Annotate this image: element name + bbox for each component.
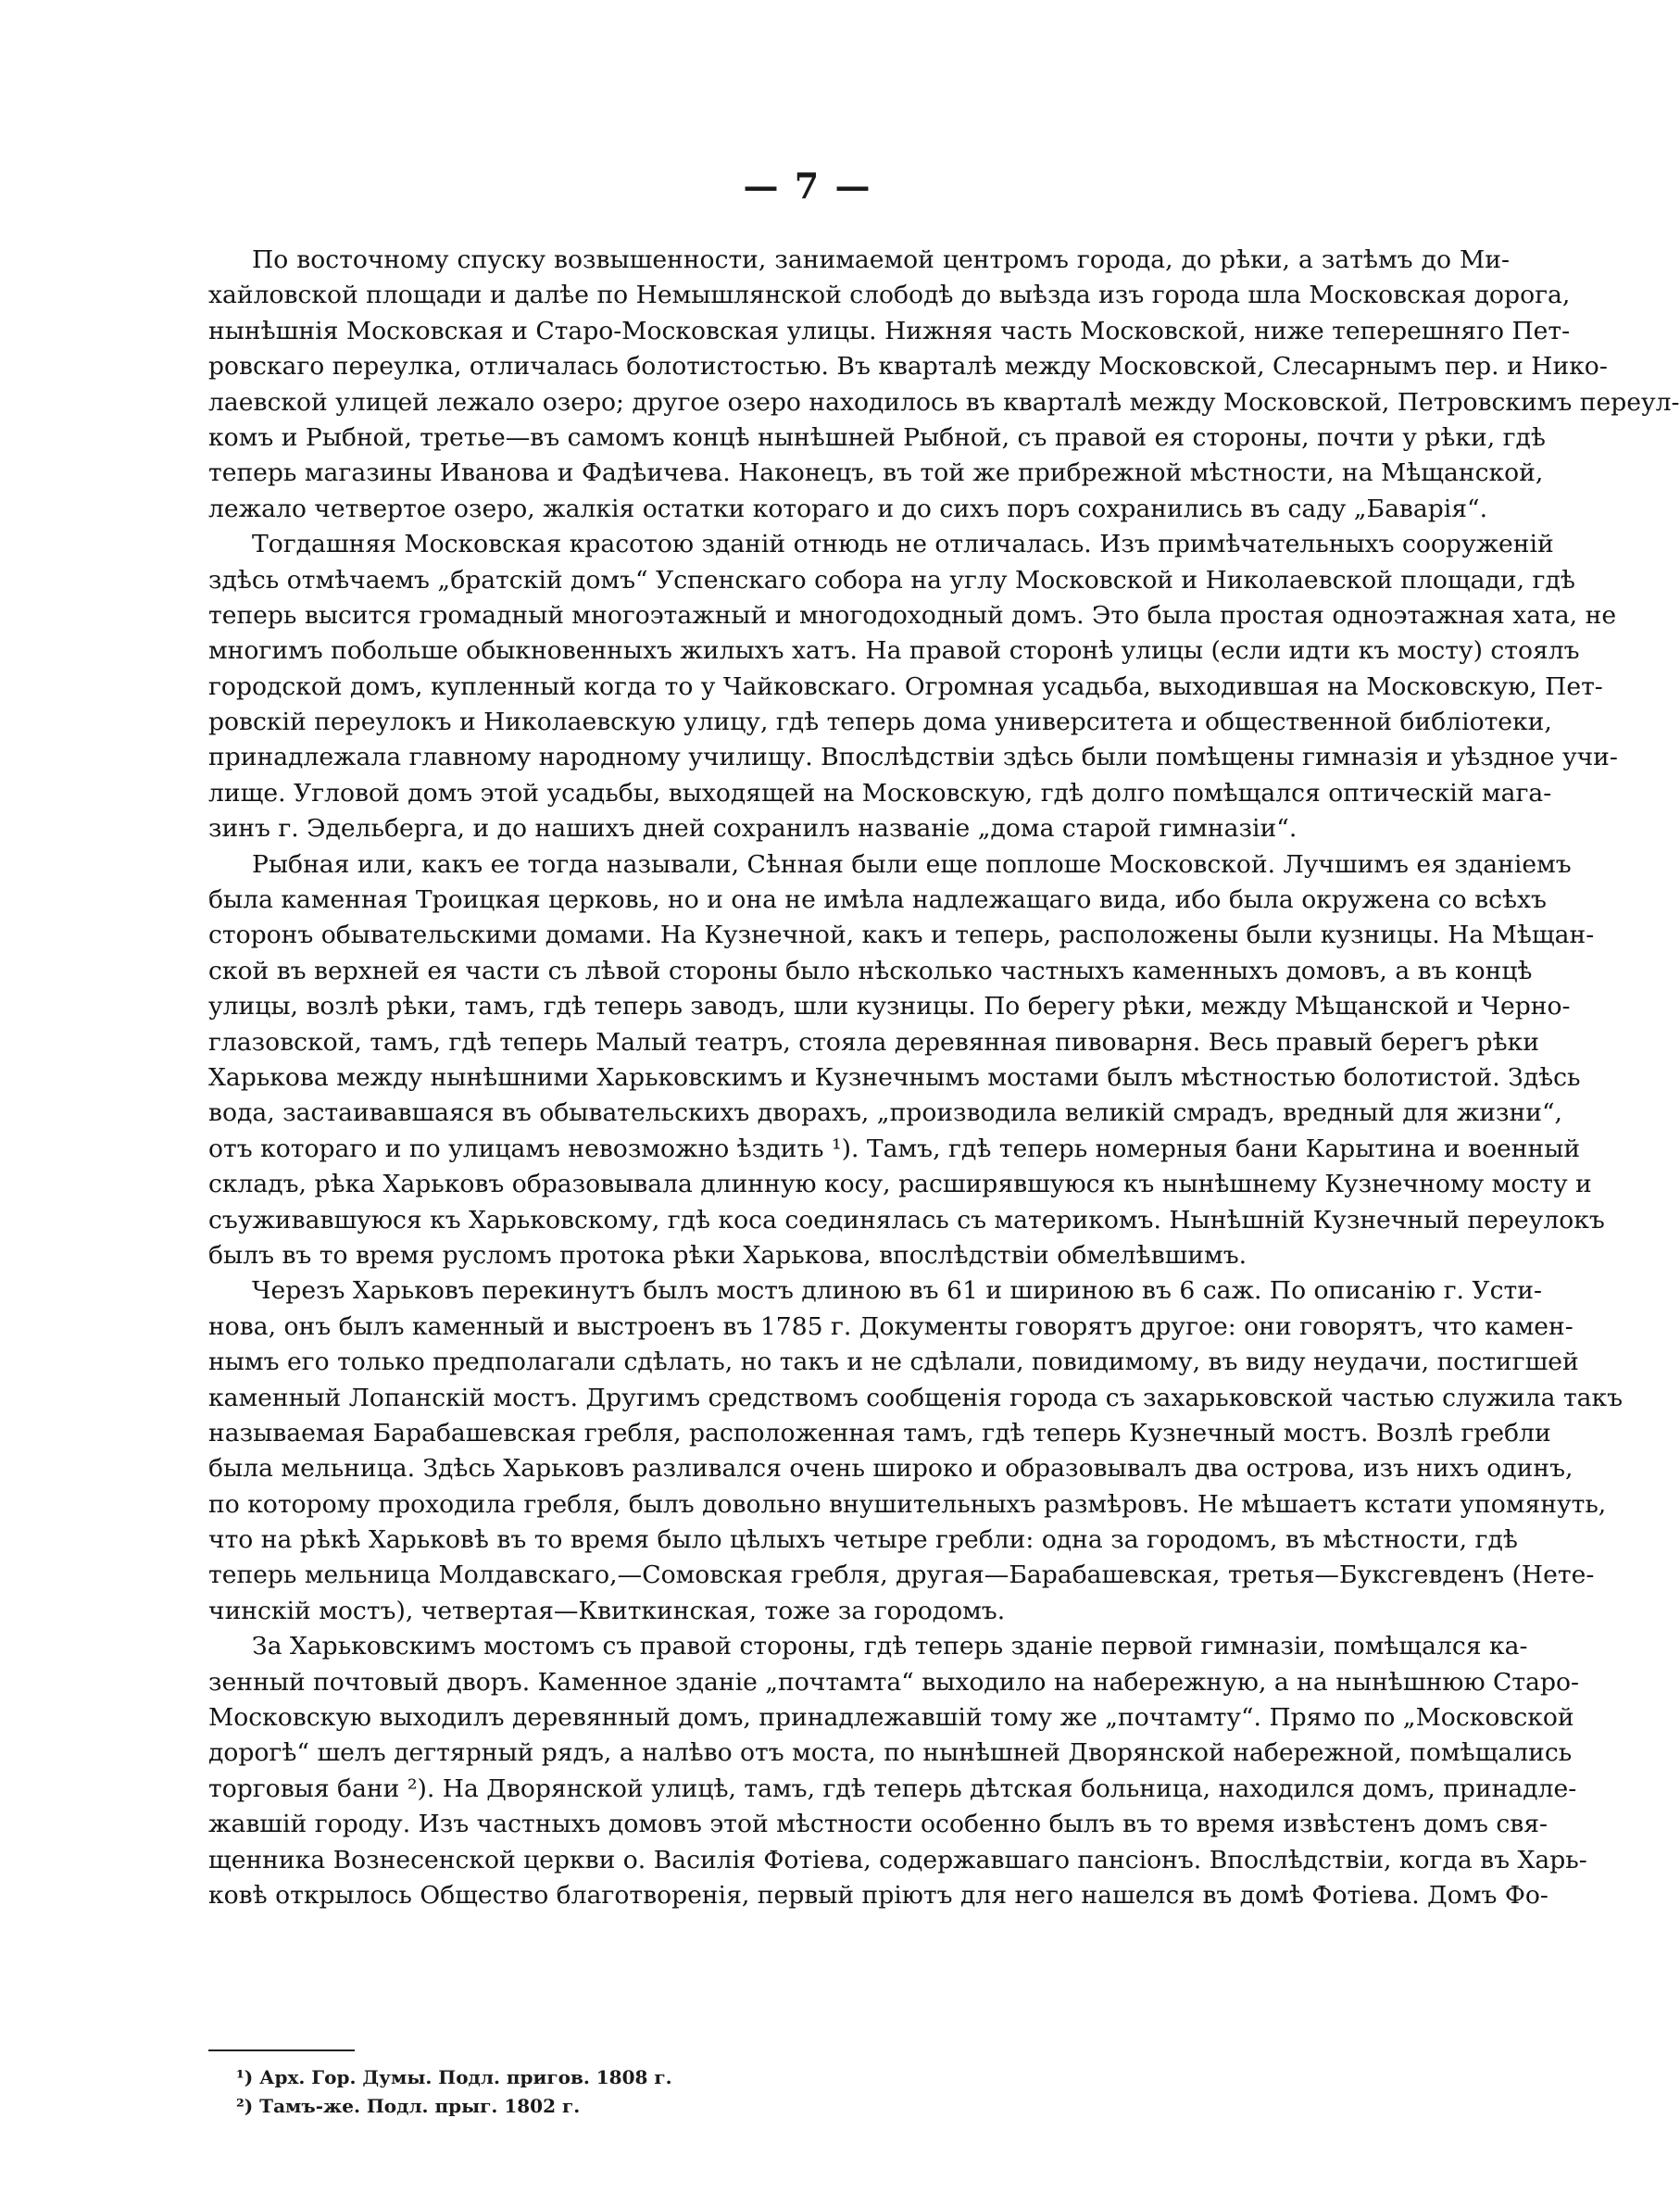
text-line: жавшій городу. Изъ частныхъ домовъ этой мѣстности особенно былъ въ то время извѣстенъ домъ свя- [208,1810,1548,1839]
text-line: была каменная Троицкая церковь, но и она не имѣла надлежащаго вида, ибо была окружена со всѣхъ [208,885,1547,915]
text-line: здѣсь отмѣчаемъ „братскій домъ“ Успенскаго собора на углу Московской и Николаевской площади, гдѣ [208,565,1575,595]
body-text [208,243,1680,1913]
text-line: ской въ верхней ея части съ лѣвой стороны было нѣсколько частныхъ каменныхъ домовъ, а въ концѣ [208,956,1533,985]
text-line: ковѣ открылось Общество благотворенія, первый пріютъ для него нашелся въ домѣ Фотіева. Домъ Фо- [208,1880,1548,1910]
text-line: теперь магазины Иванова и Фадѣичева. Наконецъ, въ той же прибрежной мѣстности, на Мѣщанской, [208,458,1544,488]
text-line: ровскаго переулка, отличалась болотистостью. Въ кварталѣ между Московской, Слесарнымъ пер. и Нико- [208,352,1608,382]
text-line: съуживавшуюся къ Харьковскому, гдѣ коса соединялась съ материкомъ. Нынѣшній Кузнечный переулокъ [208,1205,1605,1235]
text-line: нынѣшнія Московская и Старо-Московская улицы. Нижняя часть Московской, ниже теперешняго Пет- [208,316,1571,345]
paragraph [208,527,1618,847]
paragraph [208,1629,1587,1913]
text-line: ровскій переулокъ и Николаевскую улицу, гдѣ теперь дома университета и общественной библіотеки, [208,708,1552,737]
text-line: нымъ его только предполагали сдѣлать, но такъ и не сдѣлали, повидимому, въ виду неудачи, постигшей [208,1347,1579,1377]
text-line: что на рѣкѣ Харьковѣ въ то время было цѣлыхъ четыре гребли: одна за городомъ, въ мѣстности, гдѣ [208,1525,1518,1555]
text-line: торговыя бани ²). На Дворянской улицѣ, тамъ, гдѣ теперь дѣтская больница, находился домъ, принадле- [208,1774,1577,1803]
text-line: зенный почтовый дворъ. Каменное зданіе „почтамта“ выходило на набережную, а на нынѣшнюю Старо- [208,1667,1579,1697]
paragraph [208,243,1680,527]
text-line: нова, онъ былъ каменный и выстроенъ въ 1785 г. Документы говорятъ другое: они говорятъ, что камен- [208,1311,1573,1341]
text-line: зинъ г. Эдельберга, и до нашихъ дней сохранилъ названіе „дома старой гимназіи“. [208,814,1298,844]
text-line: По восточному спуску возвышенности, занимаемой центромъ города, до рѣки, а затѣмъ до Ми- [252,245,1510,274]
text-line: чинскій мостъ), четвертая—Квиткинская, тоже за городомъ. [208,1596,1006,1625]
text-line: сторонъ обывательскими домами. На Кузнечной, какъ и теперь, расположены были кузницы. На Мѣщан- [208,921,1595,950]
text-line: складъ, рѣка Харьковъ образовывала длинную косу, расширявшуюся къ нынѣшнему Кузнечному мосту и [208,1170,1592,1199]
text-line: теперь мельница Молдавскаго,—Сомовская гребля, другая—Барабашевская, третья—Буксгевденъ (Нете- [208,1560,1595,1590]
paragraph [208,847,1605,1274]
text-line: хайловской площади и далѣе по Немышлянской слободѣ до выѣзда изъ города шла Московская дорога, [208,281,1571,310]
text-line: Черезъ Харьковъ перекинутъ былъ мостъ длиною въ 61 и шириною въ 6 саж. По описанію г. Усти- [252,1276,1542,1306]
text-line: улицы, возлѣ рѣки, тамъ, гдѣ теперь заводъ, шли кузницы. По берегу рѣки, между Мѣщанской и Черно- [208,992,1571,1022]
text-line: Московскую выходилъ деревянный домъ, принадлежавшій тому же „почтамту“. Прямо по „Московской [208,1703,1574,1733]
text-line: лежало четвертое озеро, жалкія остатки котораго и до сихъ поръ сохранились въ саду „Баварія“. [208,494,1488,523]
text-line: За Харьковскимъ мостомъ съ правой стороны, гдѣ теперь зданіе первой гимназіи, помѣщался ка- [252,1632,1528,1661]
text-line: Тогдашняя Московская красотою зданій отнюдь не отличалась. Изъ примѣчательныхъ сооруженій [252,530,1554,559]
text-line: комъ и Рыбной, третье—въ самомъ концѣ нынѣшней Рыбной, съ правой ея стороны, почти у рѣки, гдѣ [208,422,1546,452]
text-line: вода, застаивавшаяся въ обывательскихъ дворахъ, „производила великій смрадъ, вредный для жизни“, [208,1098,1563,1128]
page-number: — 7 — [743,165,872,207]
text-line: Харькова между нынѣшними Харьковскимъ и Кузнечнымъ мостами былъ мѣстностью болотистой. Здѣсь [208,1062,1581,1092]
text-line: по которому проходила гребля, былъ довольно внушительныхъ размѣровъ. Не мѣшаетъ кстати упомянуть, [208,1489,1607,1519]
text-line: дорогѣ“ шелъ дегтярный рядъ, а налѣво отъ моста, по нынѣшней Дворянской набережной, помѣщались [208,1738,1573,1768]
footnote-divider [208,2049,355,2051]
text-line: Рыбная или, какъ ее тогда называли, Сѣнная были еще поплоше Московской. Лучшимъ ея зданіемъ [252,849,1572,879]
text-line: былъ въ то время русломъ протока рѣки Харькова, впослѣдствіи обмелѣвшимъ. [208,1240,1247,1270]
text-line: теперь высится громадный многоэтажный и многодоходный домъ. Это была простая одноэтажная хата, не [208,600,1617,630]
text-line: щенника Вознесенской церкви о. Василія Фотіева, содержавшаго пансіонъ. Впослѣдствіи, когда въ Харь- [208,1845,1587,1874]
text-line: называемая Барабашевская гребля, расположенная тамъ, гдѣ теперь Кузнечный мостъ. Возлѣ гребли [208,1418,1551,1448]
text-line: принадлежала главному народному училищу. Впослѣдствіи здѣсь были помѣщены гимназія и уѣздное учи- [208,743,1618,772]
footnote-1: ¹) Арх. Гор. Думы. Подл. пригов. 1808 г. [236,2066,672,2088]
text-line: отъ котораго и по улицамъ невозможно ѣздить ¹). Тамъ, гдѣ теперь номерныя бани Карытина и военный [208,1134,1581,1163]
footnotes [236,2063,672,2121]
footnote-2: ²) Тамъ-же. Подл. прыг. 1802 г. [236,2095,581,2117]
text-line: многимъ побольше обыкновенныхъ жилыхъ хатъ. На правой сторонѣ улицы (если идти къ мосту) стоялъ [208,636,1580,666]
text-line: городской домъ, купленный когда то у Чайковскаго. Огромная усадьба, выходившая на Московскую, Пет- [208,671,1603,701]
text-line: каменный Лопанскій мостъ. Другимъ средствомъ сообщенія города съ захарьковской частью служила такъ [208,1383,1624,1412]
text-line: лище. Угловой домъ этой усадьбы, выходящей на Московскую, гдѣ долго помѣщался оптическій мага- [208,778,1552,808]
text-line: лаевской улицей лежало озеро; другое озеро находилось въ кварталѣ между Московской, Петровскимъ переул- [208,387,1680,417]
text-line: глазовской, тамъ, гдѣ теперь Малый театръ, стояла деревянная пивоварня. Весь правый берегъ рѣки [208,1027,1539,1057]
text-line: была мельница. Здѣсь Харьковъ разливался очень широко и образовывалъ два острова, изъ нихъ одинъ, [208,1454,1573,1484]
paragraph [208,1273,1624,1629]
